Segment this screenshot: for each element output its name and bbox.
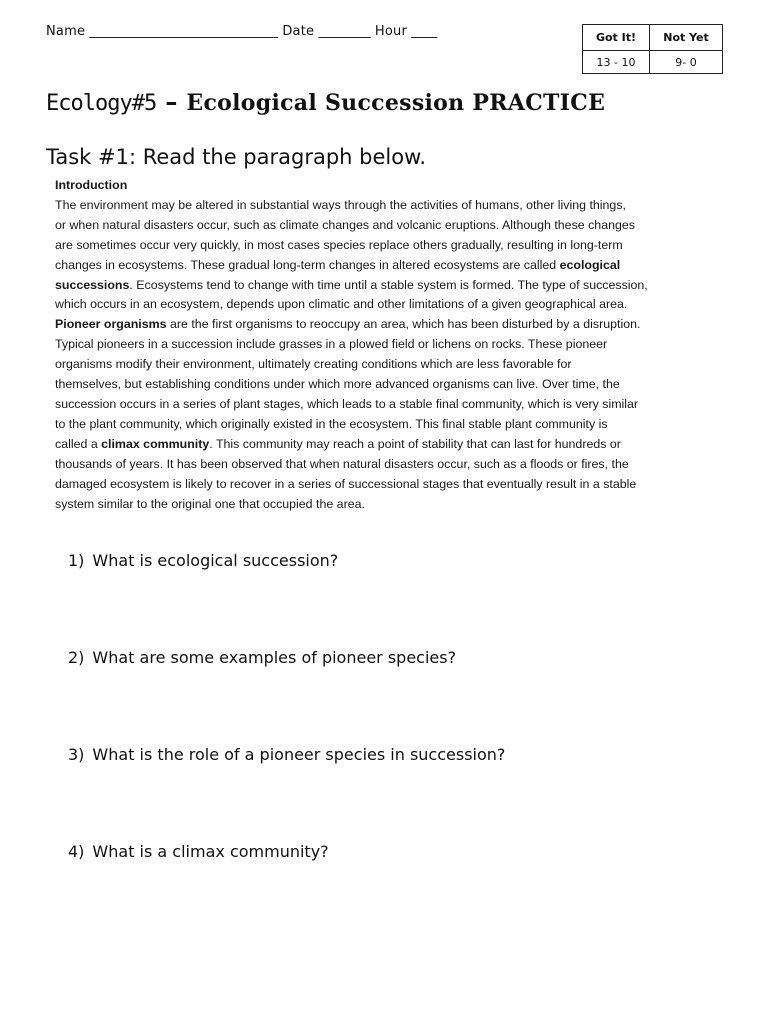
passage-line: [55, 375, 750, 395]
task-instruction: Task #1: Read the paragraph below.: [46, 145, 426, 169]
date-field[interactable]: ________: [318, 24, 371, 39]
question-1: [68, 551, 338, 570]
question-text: What are some examples of pioneer species?: [92, 648, 457, 667]
passage-text: . Ecosystems tend to change with time until a stable system is formed. The type of succession,: [129, 277, 648, 292]
passage-body: [55, 196, 750, 515]
question-2: [68, 648, 456, 667]
passage-line: [55, 435, 750, 455]
question-number: 4): [68, 842, 85, 861]
score-header-not-yet: Not Yet: [650, 25, 723, 51]
passage-line: [55, 196, 750, 216]
passage-text: or when natural disasters occur, such as climate changes and volcanic eruptions. Although these changes: [55, 217, 635, 232]
name-label: Name: [46, 24, 86, 39]
passage-text: changes in ecosystems. These gradual long-term changes in altered ecosystems are called: [55, 257, 560, 272]
passage-line: [55, 295, 750, 315]
score-range-got-it: 13 - 10: [583, 51, 650, 74]
reading-passage: [55, 176, 750, 514]
score-header-got-it: Got It!: [583, 25, 650, 51]
score-table: [582, 24, 723, 74]
passage-key-term: ecological: [559, 257, 621, 272]
name-field[interactable]: _____________________________: [89, 24, 278, 39]
passage-line: [55, 315, 750, 335]
passage-text: organisms modify their environment, ultimately creating conditions which are less favorable for: [55, 357, 572, 372]
passage-text: are sometimes occur very quickly, in most cases species replace others gradually, resulting in long-term: [55, 237, 623, 252]
title-main: Ecological Succession PRACTICE: [186, 90, 606, 116]
passage-line: [55, 276, 750, 296]
passage-text: The environment may be altered in substantial ways through the activities of humans, other living things,: [55, 197, 626, 212]
question-4: [68, 842, 329, 861]
question-text: What is a climax community?: [92, 842, 329, 861]
passage-line: [55, 395, 750, 415]
passage-text: themselves, but establishing conditions under which more advanced organisms can live. Over time, the: [55, 377, 620, 392]
passage-text: system similar to the original one that occupied the area.: [55, 496, 365, 511]
score-range-not-yet: 9- 0: [650, 51, 723, 74]
passage-text: . This community may reach a point of stability that can last for hundreds or: [209, 436, 621, 451]
passage-line: [55, 236, 750, 256]
passage-key-term: climax community: [101, 436, 210, 451]
passage-line: [55, 475, 750, 495]
passage-heading: Introduction: [55, 178, 128, 192]
passage-line: [55, 415, 750, 435]
passage-text: succession occurs in a series of plant stages, which leads to a stable final community, which is very similar: [55, 396, 639, 411]
passage-text: to the plant community, which originally existed in the ecosystem. This final stable plant community is: [55, 416, 608, 431]
question-3: [68, 745, 505, 764]
passage-line: [55, 355, 750, 375]
question-number: 3): [68, 745, 85, 764]
passage-key-term: Pioneer organisms: [55, 317, 167, 332]
passage-text: damaged ecosystem is likely to recover in a series of successional stages that eventually result in a stable: [55, 476, 637, 491]
page-title: [46, 88, 605, 116]
header-line: [46, 24, 437, 39]
passage-text: Typical pioneers in a succession include grasses in a plowed field or lichens on rocks. These pioneer: [55, 337, 608, 352]
passage-text: thousands of years. It has been observed that when natural disasters occur, such as a floods or fires, the: [55, 456, 629, 471]
title-prefix: Ecology#5: [46, 91, 157, 116]
question-text: What is ecological succession?: [92, 551, 339, 570]
passage-text: called a: [55, 436, 102, 451]
hour-label: Hour: [374, 24, 408, 39]
passage-line: [55, 455, 750, 475]
passage-key-term: successions: [55, 277, 130, 292]
passage-line: [55, 216, 750, 236]
passage-text: are the first organisms to reoccupy an area, which has been disturbed by a disruption.: [166, 317, 641, 332]
passage-line: [55, 495, 750, 515]
date-label: Date: [282, 24, 315, 39]
question-number: 2): [68, 648, 85, 667]
question-number: 1): [68, 551, 85, 570]
passage-text: which occurs in an ecosystem, depends upon climatic and other limitations of a given geographical area.: [55, 297, 628, 312]
question-text: What is the role of a pioneer species in succession?: [92, 745, 506, 764]
passage-line: [55, 335, 750, 355]
hour-field[interactable]: ____: [411, 24, 438, 39]
passage-line: [55, 256, 750, 276]
title-dash: –: [165, 88, 178, 116]
